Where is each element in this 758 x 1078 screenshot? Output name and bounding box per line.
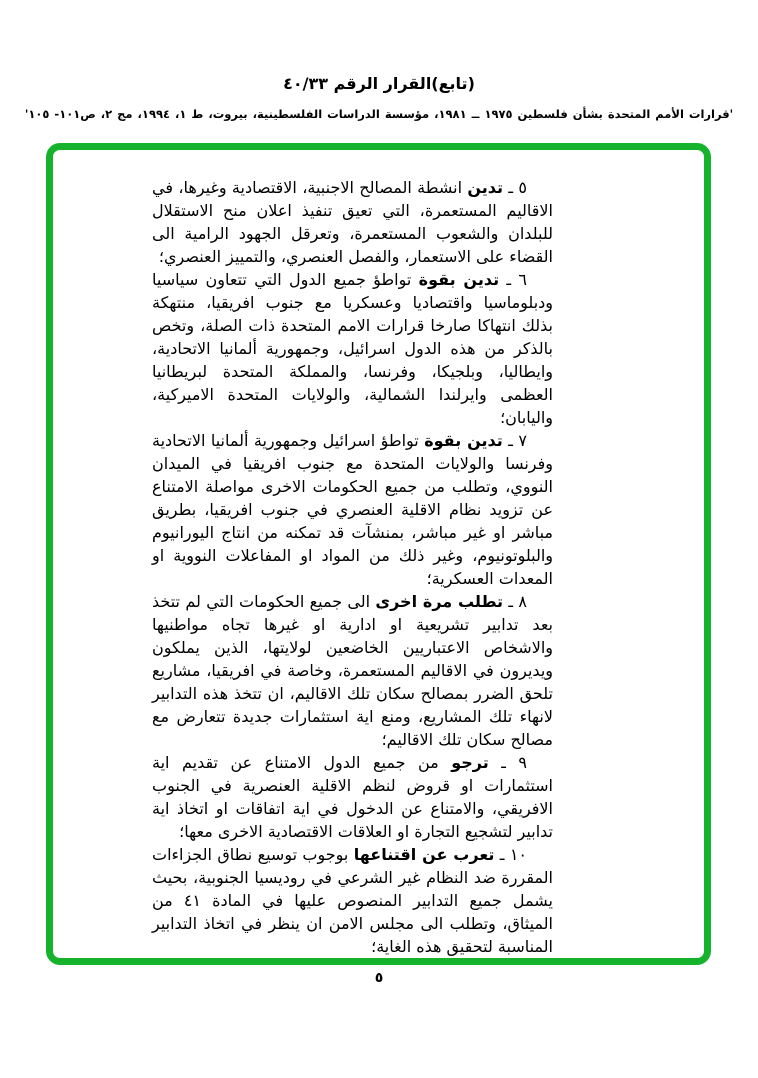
clause-lead-word: تدين بقوة [424, 431, 503, 450]
clause-lead-word: تدين [467, 178, 504, 197]
resolution-clause-7 [152, 429, 553, 590]
clause-lead-word: تعرب عن اقتناعها [353, 845, 495, 864]
resolution-text-block [152, 176, 553, 958]
clause-lead-word: تطلب مرة اخرى [375, 592, 504, 611]
clause-lead-word: ترجو [451, 753, 489, 772]
clause-body: انشطة المصالح الاجنبية، الاقتصادية وغيرها، في الاقاليم المستعمرة، التي تعيق تنفيذ اعلان منح الاستقلال للبلدان والشعوب المستعمرة، وتعرقل الجهود الرامية الى القضاء على الاستعمار، والفصل العنصري، والتمييز العنصري؛ [152, 178, 553, 266]
resolution-clause-6 [152, 268, 553, 429]
clause-number: ٨ ـ [503, 592, 528, 611]
clause-number: ٥ ـ [503, 178, 527, 197]
clause-number: ٩ ـ [488, 753, 528, 772]
clause-number: ٦ ـ [499, 270, 527, 289]
resolution-clause-5 [152, 176, 553, 268]
clause-body: بوجوب توسيع نطاق الجزاءات المقررة ضد النظام غير الشرعي في روديسيا الجنوبية، بحيث يشمل جميع التدابير المنصوص عليها في المادة ٤١ من الميثاق، وتطلب الى مجلس الامن ان ينظر في اتخاذ التدابير المناسبة لتحقيق هذه الغاية؛ [152, 845, 553, 956]
clause-body: تواطؤ اسرائيل وجمهورية ألمانيا الاتحادية وفرنسا والولايات المتحدة مع جنوب افريقيا في الميدان النووي، وتطلب من جميع الحكومات الاخرى مواصلة الامتناع عن تزويد نظام الاقلية العنصري في جنوب افريقيا، بطريق مباشر او غير مباشر، بمنشآت قد تمكنه من انتاج اليورانيوم والبلوتونيوم، وغير ذلك من المواد او المفاعلات النووية او المعدات العسكرية؛ [152, 431, 553, 588]
resolution-clause-10 [152, 843, 553, 958]
clause-body: تواطؤ جميع الدول التي تتعاون سياسيا ودبلوماسيا واقتصاديا وعسكريا مع جنوب افريقيا، منتهكة بذلك انتهاكا صارخا قرارات الامم المتحدة ذات الصلة، وتخص بالذكر من هذه الدول اسرائيل، وجمهورية ألمانيا الاتحادية، وايطاليا، وبلجيكا، وفرنسا، والمملكة المتحدة لبريطانيا العظمى وايرلندا الشمالية، والولايات المتحدة الاميركية، واليابان؛ [152, 270, 553, 427]
clause-number: ٧ ـ [502, 431, 527, 450]
source-citation: 'قرارات الأمم المتحدة بشأن فلسطين ١٩٧٥ ــ ١٩٨١، مؤسسة الدراسات الفلسطينية، بيروت، ط ١، ١٩٩٤، مج ٢، ص١٠١- ١٠٥' [24, 107, 734, 121]
clause-number: ١٠ ـ [494, 845, 527, 864]
resolution-clause-8 [152, 590, 553, 751]
resolution-title: (تابع)القرار الرقم ٤٠/٣٣ [283, 74, 475, 93]
resolution-clause-9 [152, 751, 553, 843]
clause-body: من جميع الدول الامتناع عن تقديم اية استثمارات او قروض لنظم الاقلية العنصرية في الجنوب الافريقي، والامتناع عن الدخول في اية اتفاقات او اتخاذ اية تدابير لتشجيع التجارة او العلاقات الاقتصادية الاخرى معها؛ [152, 753, 553, 841]
clause-body: الى جميع الحكومات التي لم تتخذ بعد تدابير تشريعية او ادارية او غيرها تجاه مواطنيها والاشخاص الاعتباريين الخاضعين لولايتها، الذين يملكون ويديرون في الاقاليم المستعمرة، وخاصة في افريقيا، مشاريع تلحق الضرر بمصالح سكان تلك الاقاليم، ان تتخذ هذه التدابير لانهاء تلك المشاريع، ومنع اية استثمارات جديدة تتعارض مع مصالح سكان تلك الاقاليم؛ [152, 592, 553, 749]
clause-lead-word: تدين بقوة [418, 270, 500, 289]
page-number: ٥ [374, 970, 384, 986]
